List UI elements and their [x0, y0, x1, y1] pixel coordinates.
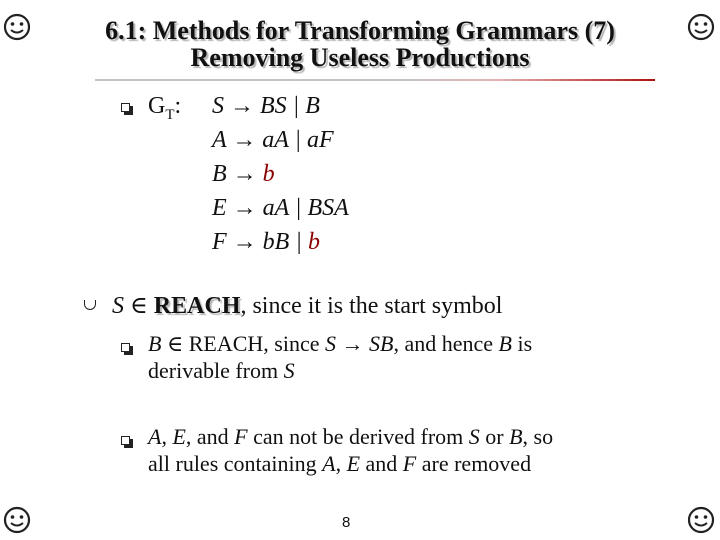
grammar-rule-a: A → aA | aF	[212, 127, 334, 153]
slide-subtitle: Removing Useless Productions	[190, 43, 530, 72]
main-point: S ∈ REACH, since it is the start symbol	[112, 293, 503, 319]
square-bullet-icon	[121, 436, 130, 445]
grammar-rule-b: B → b	[212, 161, 275, 187]
square-bullet-icon	[121, 103, 130, 112]
slide-title: 6.1: Methods for Transforming Grammars (7)	[105, 16, 615, 45]
page-number: 8	[342, 514, 351, 531]
grammar-label: $G_T$:	[148, 93, 182, 123]
title-divider	[95, 79, 655, 81]
sub-point-2-line1: A, E, and F can not be derived from S or B, so	[148, 424, 554, 449]
grammar-rule-f: F → bB | b	[212, 229, 320, 255]
smiley-icon	[686, 12, 716, 42]
round-bullet-icon	[84, 300, 96, 310]
sub-point-2-line2: all rules containing A, E and F are removed	[148, 451, 532, 476]
smiley-icon	[686, 505, 716, 535]
sub-point-1-line1: B ∈ REACH, since S → SB, and hence B is	[148, 331, 533, 356]
square-bullet-icon	[121, 343, 130, 352]
grammar-rule-s: S → BS | B	[212, 93, 320, 119]
sub-point-1-line2: derivable from S	[148, 358, 295, 383]
grammar-rule-e: E → aA | BSA	[212, 195, 349, 221]
smiley-icon	[2, 505, 32, 535]
smiley-icon	[2, 12, 32, 42]
